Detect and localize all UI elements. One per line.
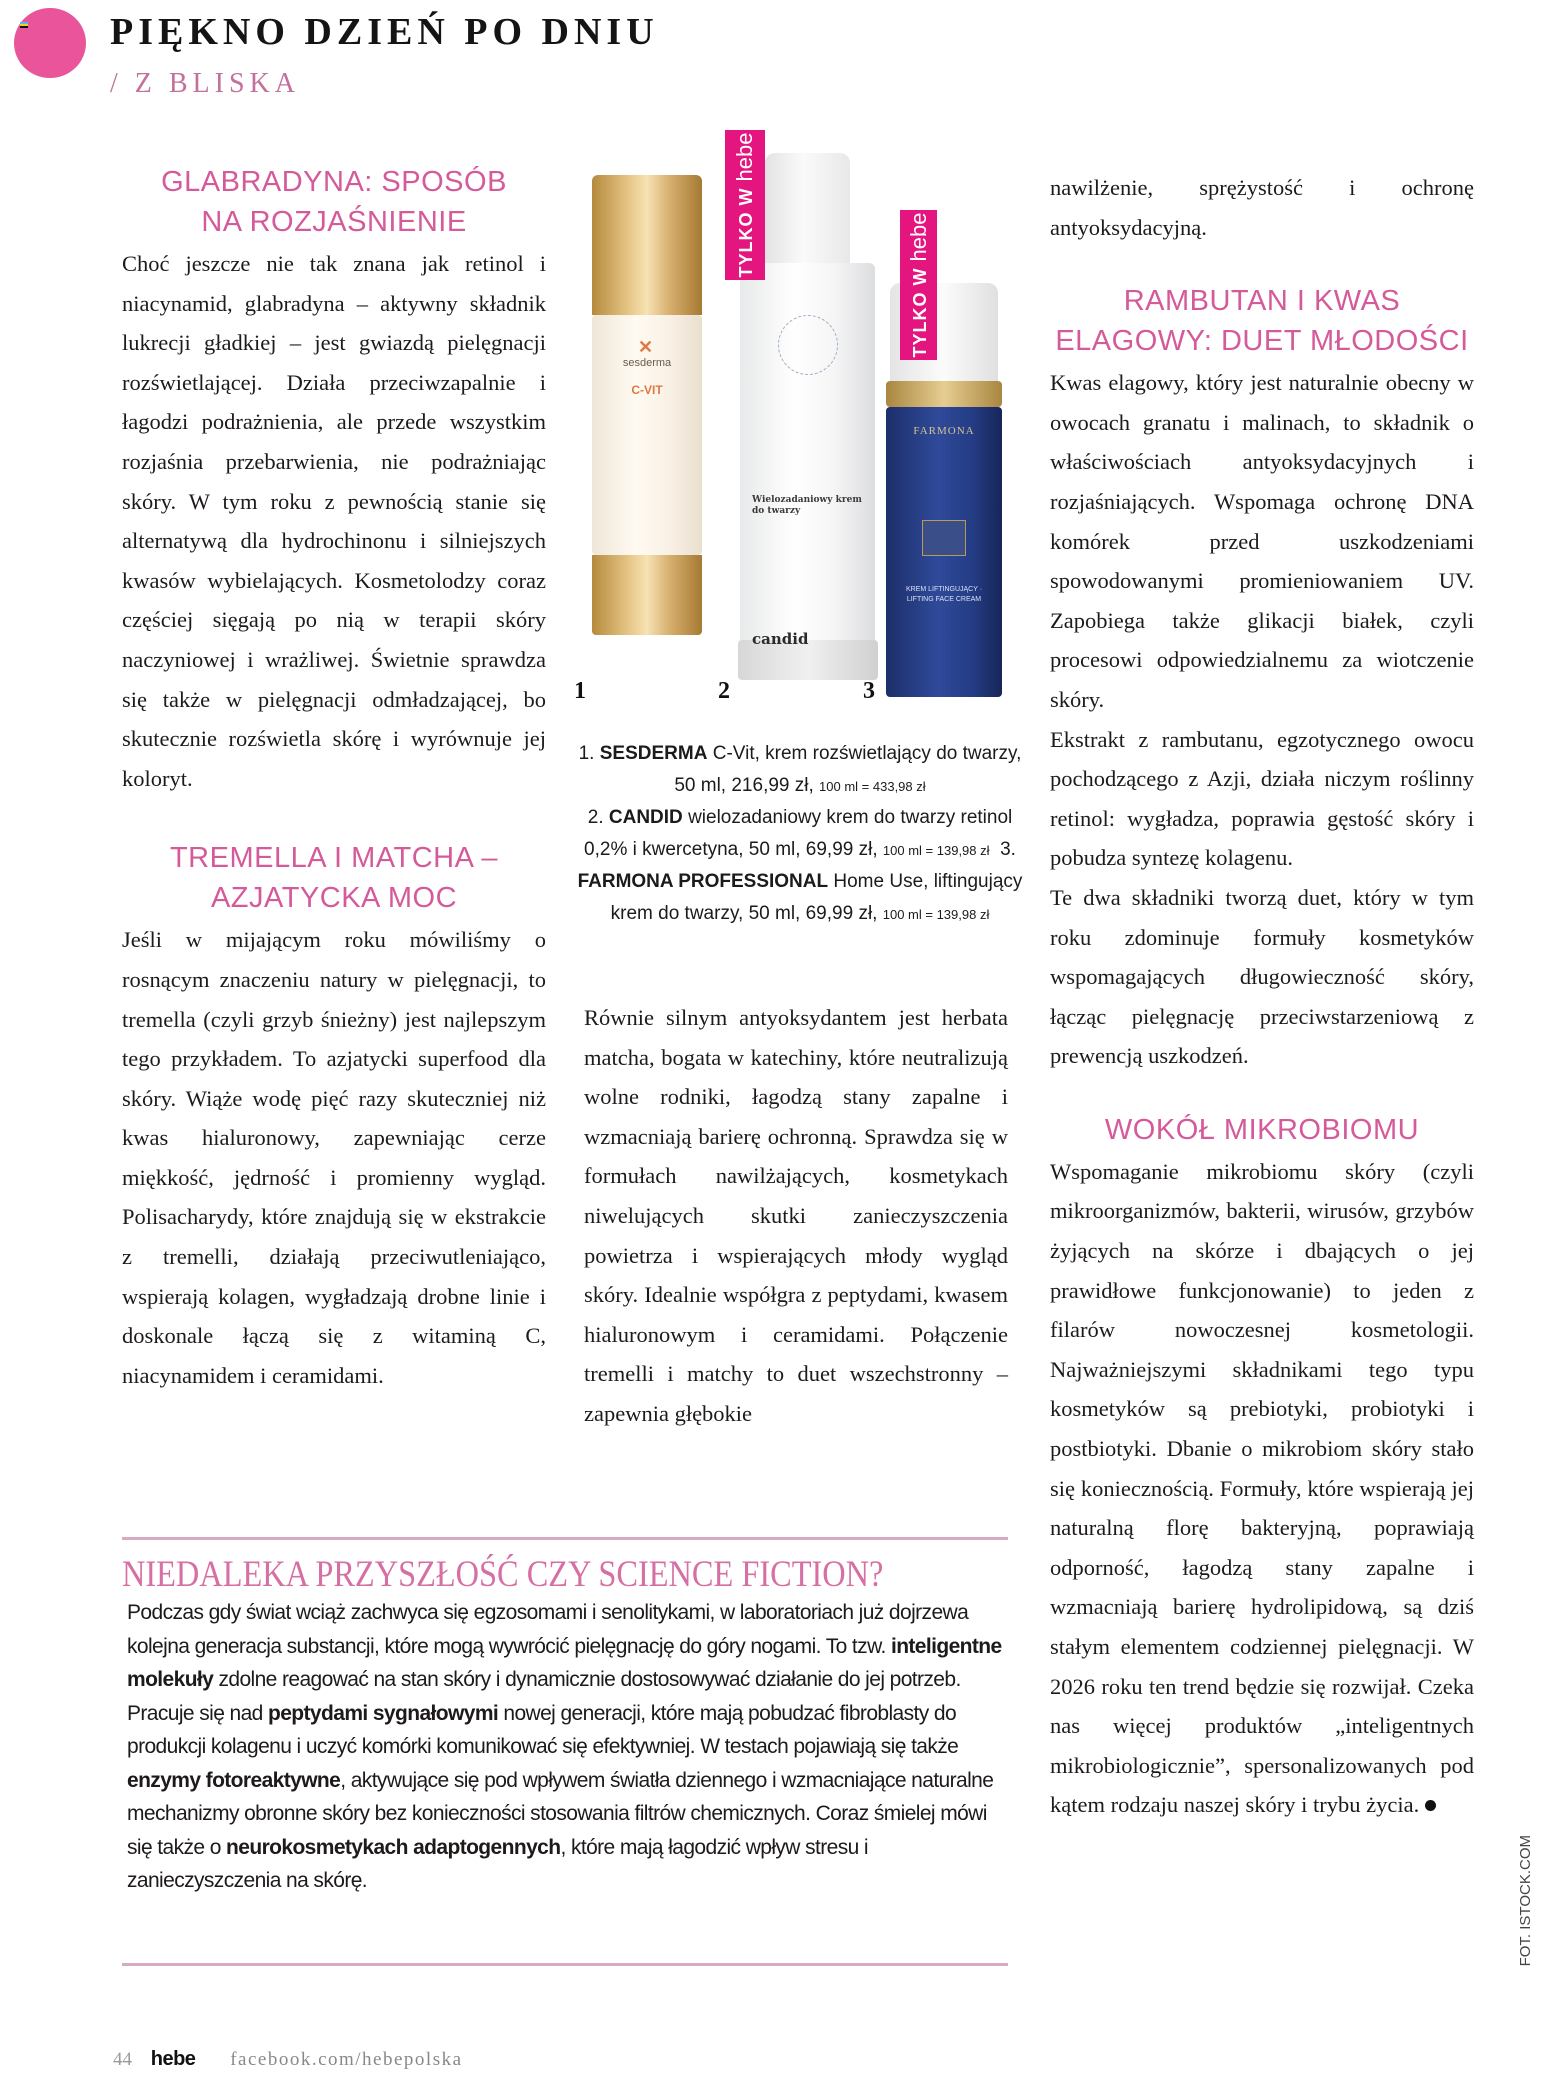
column-middle	[584, 998, 1008, 1434]
box-title: NIEDALEKA PRZYSZŁOŚĆ CZY SCIENCE FICTION?	[122, 1554, 884, 1595]
article-end-icon	[1425, 1800, 1436, 1811]
product-photo	[570, 125, 1030, 715]
sesderma-pack-name: C-VIT	[631, 383, 663, 397]
column-right	[1050, 168, 1474, 1825]
column-left	[122, 162, 546, 1395]
heading-rambutan: RAMBUTAN I KWAS ELAGOWY: DUET MŁODOŚCI	[1055, 285, 1469, 358]
caption-brand-sesderma: SESDERMA	[599, 743, 708, 764]
section-subkicker: / Z BLISKA	[110, 68, 300, 99]
farmona-emblem-icon	[922, 520, 966, 556]
page-number: 44	[113, 2049, 132, 2070]
photo-credit: FOT. ISTOCK.COM	[1517, 1835, 1534, 1967]
box-body: Podczas gdy świat wciąż zachwyca się egzosomami i senolitykami, w laboratoriach już dojrzewa kolejna generacja substancji, które mogą wywrócić pielęgnację do góry nogami. To tzw. inteligentne molekuły zdolne reagować na stan skóry i dynamicznie dostosowywać działanie do jej potrzeb. Pracuje się nad peptydami sygnałowymi nowej generacji, które mają pobudzać fibroblasty do produkcji kolagenu i uczyć komórki komunikować się efektywniej. W testach pojawiają się także enzymy fotoreaktywne, aktywujące się pod wpływem światła dziennego i wzmacniające naturalne mechanizmy obronne skóry bez konieczności stosowania filtrów chemicznych. Coraz śmielej mówi się także o neurokosmetykach adaptogennych, które mają łagodzić wpływ stresu i zanieczyszczenia na skórę.	[127, 1601, 1002, 1892]
section-kicker: PIĘKNO DZIEŃ PO DNIU	[110, 11, 659, 53]
glabradyna-body: Choć jeszcze nie tak znana jak retinol i niacynamid, glabradyna – aktywny składnik lukrecji gładkiej – jest gwiazdą pielęgnacji rozświetlającej. Działa przeciwzapalnie i łagodzi podrażnienia, ale przede wszystkim rozjaśnia przebarwienia, nie podrażniając skóry. W tym roku z pewnością stanie się alternatywą dla hydrochinonu i silniejszych kwasów wybielających. Kosmetolodzy coraz częściej sięgają po nią w terapii skóry naczyniowej i wrażliwej. Świetnie sprawdza się także w pielęgnacji odmładzającej, bo skutecznie rozświetla skórę i wyrównuje jej koloryt.	[122, 251, 546, 791]
farmona-pack-name: KREM LIFTINGUJĄCY · LIFTING FACE CREAM	[905, 586, 983, 603]
product-number-1: 1	[574, 678, 586, 704]
section-dot-marker	[14, 8, 86, 78]
candid-pack-brand: candid	[752, 630, 809, 648]
product-number-2: 2	[718, 678, 730, 704]
farmona-pack-brand: FARMONA	[913, 425, 975, 437]
sesderma-pack-brand: sesderma	[622, 357, 672, 369]
tremella-body-end: nawilżenie, sprężystość i ochronę antyoksydacyjną.	[1050, 175, 1474, 240]
page-footer	[113, 2048, 463, 2071]
exclusive-badge-candid: TYLKO Whebe	[725, 130, 765, 280]
print-registration-mark	[20, 22, 28, 30]
candid-pack-name: Wielozadaniowy krem do twarzy	[752, 495, 862, 516]
footer-brand-logo: hebe	[150, 2048, 196, 2070]
sesderma-bottle-cap	[592, 175, 702, 315]
tremella-body: Jeśli w mijającym roku mówiliśmy o rosnącym znaczeniu natury w pielęgnacji, to tremella (czyli grzyb śnieżny) jest najlepszym tego przykładem. To azjatycki superfood dla skóry. Wiąże wodę pięć razy skuteczniej niż kwas hialuronowy, zapewniając cerze miękkość, jędrność i promienny wygląd. Polisacharydy, które znajdują się w ekstrakcie z tremelli, działają przeciwutleniająco, wspierają kolagen, wygładzają drobne linie i doskonale łączą się z witaminą C, niacynamidem i ceramidami.	[122, 927, 546, 1388]
product-number-3: 3	[863, 678, 875, 704]
sesderma-logo-icon: ✕	[638, 337, 654, 357]
caption-brand-candid: CANDID	[608, 807, 683, 828]
farmona-gold-ring	[886, 381, 1002, 407]
box-top-rule	[122, 1537, 1008, 1540]
candid-circle-icon	[778, 315, 838, 375]
caption-brand-farmona: FARMONA PROFESSIONAL	[577, 871, 829, 892]
heading-mikrobiom: WOKÓŁ MIKROBIOMU	[1104, 1113, 1420, 1146]
mikrobiom-body: Wspomaganie mikrobiomu skóry (czyli mikroorganizmów, bakterii, wirusów, grzybów żyjących na skórze i dbających o jej prawidłowe funkcjonowanie) to jeden z filarów nowoczesnej kosmetologii. Najważniejszymi składnikami tego typu kosmetyków są prebiotyki, probiotyki i postbiotyki. Dbanie o mikrobiom skóry stało się koniecznością. Formuły, które wspierają jej naturalną florę bakteryjną, poprawiają odporność, łagodzą stany zapalne i wzmacniają barierę hydrolipidową, są dziś stałym elementem codziennej pielęgnacji. W 2026 roku ten trend będzie się rozwijał. Czeka nas więcej produktów „inteligentnych mikrobiologicznie”, spersonalizowanych pod kątem rodzaju naszej skóry i trybu życia.	[1050, 1158, 1474, 1818]
exclusive-badge-farmona: TYLKO Whebe	[900, 210, 937, 360]
footer-social-link[interactable]: facebook.com/hebepolska	[230, 2049, 463, 2070]
tremella-body-continued: Równie silnym antyoksydantem jest herbata matcha, bogata w katechiny, które neutralizują wolne rodniki, łagodzą stany zapalne i wzmacniają barierę ochronną. Sprawdza się w formułach nawilżających, kosmetykach niwelujących skutki zanieczyszczenia powietrza i wspierających młody wygląd skóry. Idealnie współgra z peptydami, kwasem hialuronowym i ceramidami. Połączenie tremelli i matchy to duet wszechstronny – zapewnia głębokie	[584, 1005, 1008, 1426]
sesderma-bottle-base	[592, 555, 702, 635]
rambutan-body: Kwas elagowy, który jest naturalnie obecny w owocach granatu i malinach, to składnik o właściwościach antyoksydacyjnych i rozjaśniających. Wspomaga ochronę DNA komórek przed uszkodzeniami spowodowanymi promieniowaniem UV. Zapobiega także glikacji białek, czyli procesowi odpowiedzialnemu za wiotczenie skóry. Ekstrakt z rambutanu, egzotycznego owocu pochodzącego z Azji, działa niczym roślinny retinol: wygładza, poprawia gęstość skóry i pobudza syntezę kolagenu. Te dwa składniki tworzą duet, który w tym roku zdominuje formuły kosmetyków wspomagających długowieczność skóry, łącząc pielęgnację przeciwstarzeniową z prewencją uszkodzeń.	[1050, 370, 1474, 1069]
candid-pump	[765, 153, 850, 263]
box-bottom-rule	[122, 1963, 1008, 1966]
product-caption: 1. SESDERMA C-Vit, krem rozświetlający do twarzy, 50 ml, 216,99 zł, 100 ml = 433,98 zł 2. CANDID wielozadaniowy krem do twarzy retinol 0,2% i kwercetyna, 50 ml, 69,99 zł, 100 ml = 139,98 zł 3. FARMONA PROFESSIONAL Home Use, liftingujący krem do twarzy, 50 ml, 69,99 zł, 100 ml = 139,98 zł	[577, 743, 1023, 924]
heading-glabradyna: GLABRADYNA: SPOSÓB NA ROZJAŚNIENIE	[161, 166, 507, 238]
heading-tremella: TREMELLA I MATCHA – AZJATYCKA MOC	[169, 842, 499, 915]
